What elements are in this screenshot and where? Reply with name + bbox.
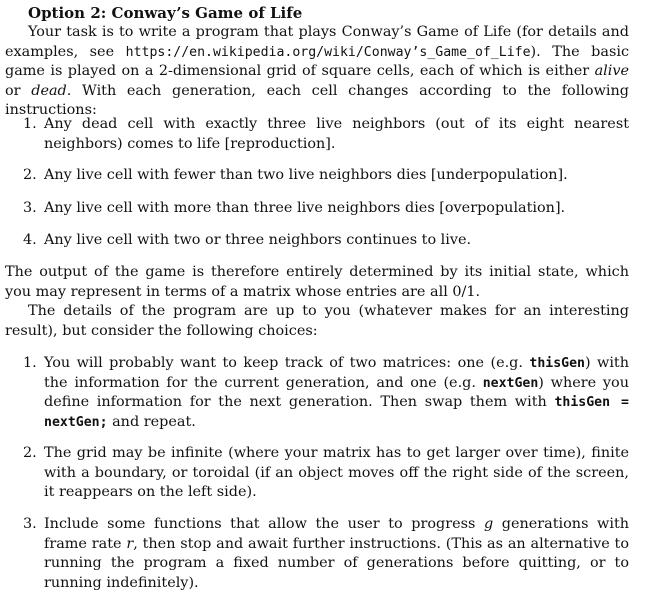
rule-number: 3. bbox=[23, 200, 37, 216]
choice-number: 1. bbox=[23, 355, 37, 371]
choice-item-1 bbox=[23, 354, 629, 432]
rule-text: Any live cell with fewer than two live neighbors dies [underpopulation]. bbox=[44, 167, 568, 183]
var-g: g bbox=[483, 516, 494, 532]
choice-item-2 bbox=[23, 444, 629, 503]
alive-term: alive bbox=[594, 63, 629, 79]
intro-text-c: or bbox=[5, 82, 32, 99]
choice-number: 3. bbox=[23, 516, 37, 532]
choice-number: 2. bbox=[23, 445, 37, 461]
intro-paragraph bbox=[5, 23, 629, 121]
choice-3-text-a: Include some functions that allow the user to progress bbox=[44, 516, 484, 532]
intro-text-a: Your task is to write a program that plays Conway’s Game of Life (for details and examples, see bbox=[5, 24, 629, 60]
intro-text-b: ). The basic game is played on a 2-dimensional grid of square cells, each of which is either bbox=[5, 43, 630, 79]
code-thisgen: thisGen bbox=[529, 356, 585, 371]
rule-item-3 bbox=[23, 199, 629, 219]
rule-number: 4. bbox=[23, 232, 37, 248]
rule-item-4 bbox=[23, 231, 629, 251]
choice-1-text-a: You will probably want to keep track of two matrices: one (e.g. bbox=[44, 355, 530, 371]
choice-1-text-d: and repeat. bbox=[107, 413, 196, 430]
code-swap: thisGen = nextGen; bbox=[44, 395, 629, 430]
section-heading: Option 2: Conway’s Game of Life bbox=[28, 4, 303, 22]
rule-text: Any live cell with two or three neighbors continues to live. bbox=[44, 232, 472, 248]
choice-item-3 bbox=[23, 515, 629, 593]
details-paragraph: The details of the program are up to you (whatever makes for an interesting result), but consider the following choices: bbox=[5, 303, 629, 339]
choice-text bbox=[44, 515, 629, 593]
rule-item-1 bbox=[23, 115, 629, 154]
choice-text: The grid may be infinite (where your matrix has to get larger over time), finite with a boundary, or toroidal (if an object moves off the right side of the screen, it reappears on the left side). bbox=[44, 445, 629, 500]
output-paragraph: The output of the game is therefore entirely determined by its initial state, which you may represent in terms of a matrix whose entries are all 0/1. bbox=[5, 264, 629, 300]
rule-number: 2. bbox=[23, 167, 37, 183]
rule-number: 1. bbox=[23, 116, 37, 132]
choice-3-text-c: , then stop and await further instructions. (This as an alternative to running the program a fixed number of generations before quitting, or to running indefinitely). bbox=[44, 535, 629, 591]
code-nextgen: nextGen bbox=[482, 375, 539, 391]
wikipedia-link: https://en.wikipedia.org/wiki/Conway’s_Game_of_Life bbox=[125, 44, 531, 60]
choice-text bbox=[44, 354, 629, 432]
var-r: r bbox=[126, 535, 134, 552]
intro-text-d: . With each generation, each cell changes according to the following instructions: bbox=[5, 82, 629, 118]
rule-text: Any dead cell with exactly three live neighbors (out of its eight nearest neighbors) comes to life [reproduction]. bbox=[44, 116, 629, 152]
rule-item-2 bbox=[23, 166, 629, 186]
choice-1-text-b: ) with the information for the current generation, and one (e.g. bbox=[44, 355, 629, 391]
dead-term: dead bbox=[31, 82, 67, 99]
choice-3-text-b: generations with frame rate bbox=[44, 516, 629, 552]
rule-text: Any live cell with more than three live neighbors dies [overpopulation]. bbox=[44, 200, 566, 216]
choice-1-text-c: ) where you define information for the next generation. Then swap them with bbox=[44, 374, 629, 410]
